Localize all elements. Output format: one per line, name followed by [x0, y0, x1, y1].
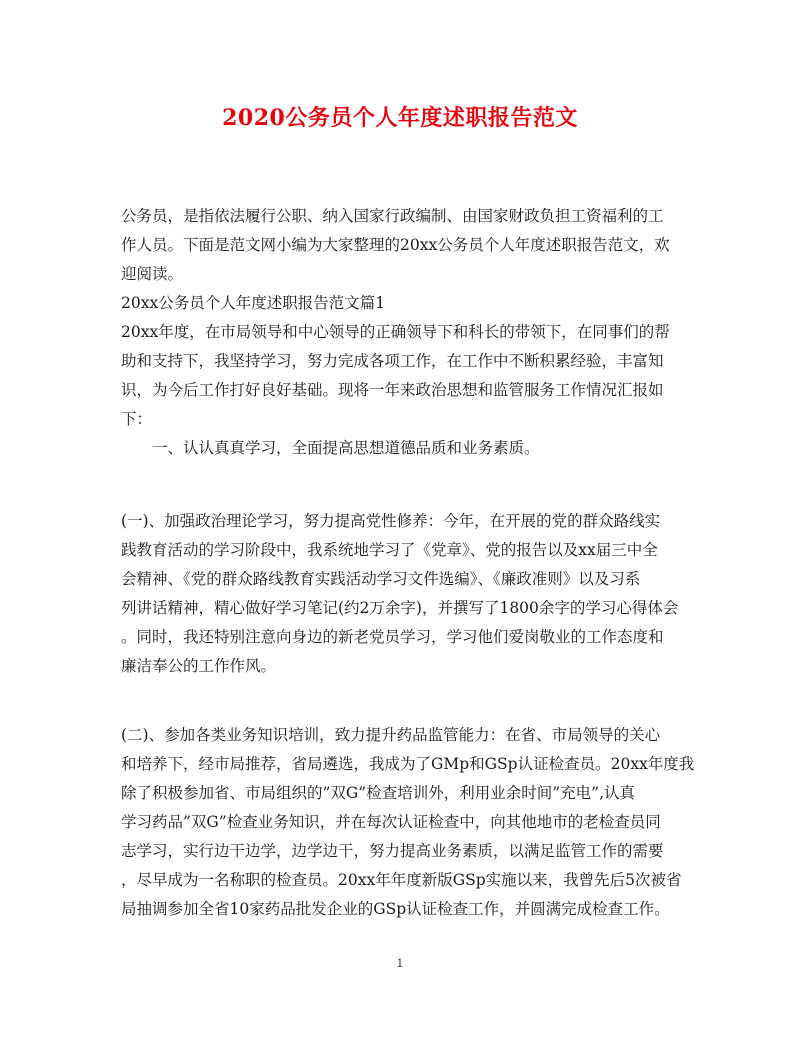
text-line: (一)、加强政治理论学习，努力提高党性修养：今年，在开展的党的群众路线实	[121, 512, 661, 530]
text-line: (二)、参加各类业务知识培训，致力提升药品监管能力：在省、市局领导的关心	[121, 726, 661, 744]
point-heading: 一、认认真真学习，全面提高思想道德品质和业务素质。	[152, 439, 540, 457]
text-line: ，尽早成为一名称职的检查员。20xx年年度新版GSp实施以来，我曾先后5次被省	[121, 871, 682, 889]
intro-paragraph	[121, 202, 681, 463]
text-line: 助和支持下，我坚持学习，努力完成各项工作，在工作中不断积累经验，丰富知	[121, 352, 664, 370]
paragraph-political-study	[121, 507, 681, 681]
section-heading: 20xx公务员个人年度述职报告范文篇1	[121, 294, 386, 312]
text-line: 会精神、《党的群众路线教育实践活动学习文件选编》、《廉政准则》以及习系	[121, 570, 641, 588]
paragraph-training	[121, 721, 695, 924]
text-line: 作人员。下面是范文网小编为大家整理的20xx公务员个人年度述职报告范文，欢	[121, 236, 670, 254]
text-line: 识，为今后工作打好良好基础。现将一年来政治思想和监管服务工作情况汇报如	[121, 381, 664, 399]
text-line: 公务员，是指依法履行公职、纳入国家行政编制、由国家财政负担工资福利的工	[121, 207, 664, 225]
text-line: 志学习，实行边干边学，边学边干，努力提高业务素质，以满足监管工作的需要	[121, 842, 664, 860]
text-line: 和培养下，经市局推荐，省局遴选，我成为了GMp和GSp认证检查员。20xx年度我	[121, 755, 695, 773]
text-line: 廉洁奉公的工作作风。	[121, 657, 277, 675]
document-title: 2020公务员个人年度述职报告范文	[222, 105, 578, 131]
text-line: 践教育活动的学习阶段中，我系统地学习了《党章》、党的报告以及xx届三中全	[121, 541, 658, 559]
text-line: 列讲话精神，精心做好学习笔记(约2万余字)，并撰写了1800余字的学习心得体会	[121, 599, 679, 617]
text-line: 迎阅读。	[121, 265, 184, 283]
text-line: 除了积极参加省、市局组织的”双G”检查培训外，利用业余时间”充电”,认真	[121, 784, 636, 802]
text-line: 20xx年度，在市局领导和中心领导的正确领导下和科长的带领下，在同事们的帮	[121, 323, 670, 341]
page-number: 1	[396, 957, 404, 970]
text-line: 学习药品”双G”检查业务知识，并在每次认证检查中，向其他地市的老检查员同	[121, 813, 661, 831]
text-line: 。同时，我还特别注意向身边的新老党员学习，学习他们爱岗敬业的工作态度和	[121, 628, 664, 646]
text-line: 局抽调参加全省10家药品批发企业的GSp认证检查工作，并圆满完成检查工作。	[121, 900, 670, 918]
text-line: 下：	[121, 410, 153, 428]
